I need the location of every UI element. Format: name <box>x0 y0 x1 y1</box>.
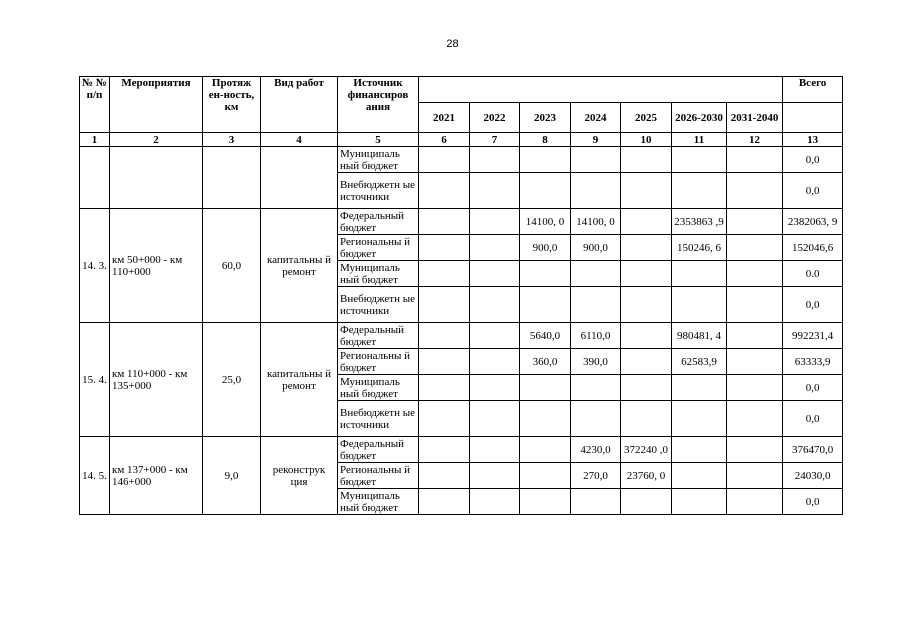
value-cell: 2353863 ,9 <box>672 209 727 235</box>
column-number: 10 <box>621 133 672 147</box>
work-type-cell: капитальны й ремонт <box>261 209 338 323</box>
financing-source-cell: Федеральный бюджет <box>338 209 419 235</box>
value-cell <box>621 209 672 235</box>
column-number: 4 <box>261 133 338 147</box>
value-cell <box>727 401 783 437</box>
column-number: 2 <box>110 133 203 147</box>
value-cell <box>621 489 672 515</box>
financing-source-cell: Федеральный бюджет <box>338 323 419 349</box>
column-number: 7 <box>470 133 520 147</box>
value-cell <box>621 375 672 401</box>
value-cell <box>470 401 520 437</box>
value-cell <box>470 173 520 209</box>
value-cell: 5640,0 <box>520 323 571 349</box>
value-cell <box>419 463 470 489</box>
value-cell <box>727 463 783 489</box>
header-year: 2022 <box>470 103 520 133</box>
header-length: Протяж ен-ность, км <box>203 77 261 133</box>
column-number: 5 <box>338 133 419 147</box>
value-cell <box>470 323 520 349</box>
value-cell <box>727 147 783 173</box>
value-cell <box>520 287 571 323</box>
column-number: 8 <box>520 133 571 147</box>
header-total-empty <box>783 103 843 133</box>
value-cell <box>520 261 571 287</box>
value-cell <box>419 173 470 209</box>
total-cell: 0,0 <box>783 147 843 173</box>
value-cell <box>621 323 672 349</box>
column-number: 3 <box>203 133 261 147</box>
value-cell <box>727 349 783 375</box>
value-cell <box>672 437 727 463</box>
value-cell: 270,0 <box>571 463 621 489</box>
value-cell <box>727 209 783 235</box>
financing-source-cell: Региональны й бюджет <box>338 349 419 375</box>
table-header <box>80 77 843 147</box>
total-cell: 0.0 <box>783 261 843 287</box>
financing-source-cell: Муниципаль ный бюджет <box>338 147 419 173</box>
value-cell <box>571 261 621 287</box>
header-year: 2031-2040 <box>727 103 783 133</box>
financing-source-cell: Муниципаль ный бюджет <box>338 261 419 287</box>
header-total: Всего <box>783 77 843 103</box>
column-number: 11 <box>672 133 727 147</box>
value-cell <box>571 401 621 437</box>
value-cell <box>727 323 783 349</box>
total-cell: 2382063, 9 <box>783 209 843 235</box>
event-cell: км 110+000 - км 135+000 <box>110 323 203 437</box>
total-cell: 152046,6 <box>783 235 843 261</box>
value-cell <box>520 173 571 209</box>
value-cell: 360,0 <box>520 349 571 375</box>
header-event: Мероприятия <box>110 77 203 133</box>
value-cell <box>419 261 470 287</box>
total-cell: 24030,0 <box>783 463 843 489</box>
table-row <box>80 209 843 235</box>
header-source: Источник финансиров ания <box>338 77 419 133</box>
value-cell: 14100, 0 <box>520 209 571 235</box>
item-number-cell: 15. 4. <box>80 323 110 437</box>
header-year: 2026-2030 <box>672 103 727 133</box>
financing-source-cell: Внебюджетн ые источники <box>338 287 419 323</box>
value-cell: 900,0 <box>520 235 571 261</box>
value-cell <box>419 349 470 375</box>
table-row <box>80 147 843 173</box>
value-cell <box>470 437 520 463</box>
value-cell <box>672 261 727 287</box>
continued-length-cell <box>203 147 261 209</box>
value-cell <box>419 323 470 349</box>
continued-work-cell <box>261 147 338 209</box>
header-work-type: Вид работ <box>261 77 338 133</box>
length-cell: 60,0 <box>203 209 261 323</box>
value-cell <box>419 147 470 173</box>
total-cell: 63333,9 <box>783 349 843 375</box>
value-cell <box>621 147 672 173</box>
financing-source-cell: Внебюджетн ые источники <box>338 401 419 437</box>
item-number-cell: 14. 3. <box>80 209 110 323</box>
financing-source-cell: Федеральный бюджет <box>338 437 419 463</box>
value-cell <box>621 401 672 437</box>
value-cell <box>727 489 783 515</box>
value-cell: 6110,0 <box>571 323 621 349</box>
value-cell: 390,0 <box>571 349 621 375</box>
column-number: 1 <box>80 133 110 147</box>
value-cell <box>727 437 783 463</box>
value-cell <box>672 287 727 323</box>
value-cell <box>672 463 727 489</box>
value-cell <box>621 235 672 261</box>
value-cell <box>727 375 783 401</box>
header-year: 2024 <box>571 103 621 133</box>
column-number: 13 <box>783 133 843 147</box>
value-cell <box>672 401 727 437</box>
page-number: 28 <box>446 38 459 50</box>
value-cell: 23760, 0 <box>621 463 672 489</box>
value-cell <box>672 147 727 173</box>
continued-event-cell <box>110 147 203 209</box>
continued-no-cell <box>80 147 110 209</box>
value-cell <box>470 209 520 235</box>
value-cell <box>520 147 571 173</box>
value-cell <box>419 489 470 515</box>
total-cell: 0,0 <box>783 401 843 437</box>
header-year: 2025 <box>621 103 672 133</box>
financing-source-cell: Муниципаль ный бюджет <box>338 375 419 401</box>
value-cell <box>571 173 621 209</box>
value-cell <box>727 173 783 209</box>
column-number: 12 <box>727 133 783 147</box>
value-cell <box>621 173 672 209</box>
value-cell <box>571 489 621 515</box>
header-years-group <box>419 77 783 103</box>
table-body <box>80 147 843 515</box>
value-cell <box>621 349 672 375</box>
event-cell: км 50+000 - км 110+000 <box>110 209 203 323</box>
value-cell <box>520 463 571 489</box>
value-cell <box>520 437 571 463</box>
value-cell: 150246, 6 <box>672 235 727 261</box>
header-year: 2021 <box>419 103 470 133</box>
value-cell <box>672 375 727 401</box>
header-no: № № п/п <box>80 77 110 133</box>
total-cell: 992231,4 <box>783 323 843 349</box>
value-cell <box>419 401 470 437</box>
value-cell <box>419 375 470 401</box>
total-cell: 0,0 <box>783 489 843 515</box>
value-cell <box>470 489 520 515</box>
value-cell <box>470 261 520 287</box>
header-year: 2023 <box>520 103 571 133</box>
work-type-cell: реконструк ция <box>261 437 338 515</box>
total-cell: 376470,0 <box>783 437 843 463</box>
length-cell: 9,0 <box>203 437 261 515</box>
value-cell <box>727 287 783 323</box>
financing-source-cell: Региональны й бюджет <box>338 235 419 261</box>
value-cell <box>470 349 520 375</box>
value-cell <box>470 375 520 401</box>
value-cell <box>470 287 520 323</box>
value-cell <box>727 235 783 261</box>
value-cell: 900,0 <box>571 235 621 261</box>
value-cell: 372240 ,0 <box>621 437 672 463</box>
value-cell <box>621 261 672 287</box>
financing-table <box>79 76 843 515</box>
value-cell <box>419 437 470 463</box>
financing-source-cell: Внебюджетн ые источники <box>338 173 419 209</box>
value-cell <box>727 261 783 287</box>
item-number-cell: 14. 5. <box>80 437 110 515</box>
column-number: 9 <box>571 133 621 147</box>
value-cell <box>571 287 621 323</box>
length-cell: 25,0 <box>203 323 261 437</box>
value-cell: 14100, 0 <box>571 209 621 235</box>
value-cell: 980481, 4 <box>672 323 727 349</box>
value-cell <box>419 235 470 261</box>
value-cell: 4230,0 <box>571 437 621 463</box>
value-cell <box>470 147 520 173</box>
financing-source-cell: Муниципаль ный бюджет <box>338 489 419 515</box>
column-number: 6 <box>419 133 470 147</box>
value-cell <box>672 173 727 209</box>
total-cell: 0,0 <box>783 287 843 323</box>
table-row <box>80 437 843 463</box>
table-row <box>80 323 843 349</box>
work-type-cell: капитальны й ремонт <box>261 323 338 437</box>
value-cell <box>621 287 672 323</box>
value-cell <box>520 401 571 437</box>
financing-source-cell: Региональны й бюджет <box>338 463 419 489</box>
value-cell <box>419 209 470 235</box>
value-cell <box>470 463 520 489</box>
value-cell <box>470 235 520 261</box>
value-cell: 62583,9 <box>672 349 727 375</box>
value-cell <box>571 375 621 401</box>
total-cell: 0,0 <box>783 173 843 209</box>
total-cell: 0,0 <box>783 375 843 401</box>
value-cell <box>520 489 571 515</box>
value-cell <box>672 489 727 515</box>
value-cell <box>571 147 621 173</box>
event-cell: км 137+000 - км 146+000 <box>110 437 203 515</box>
value-cell <box>419 287 470 323</box>
value-cell <box>520 375 571 401</box>
